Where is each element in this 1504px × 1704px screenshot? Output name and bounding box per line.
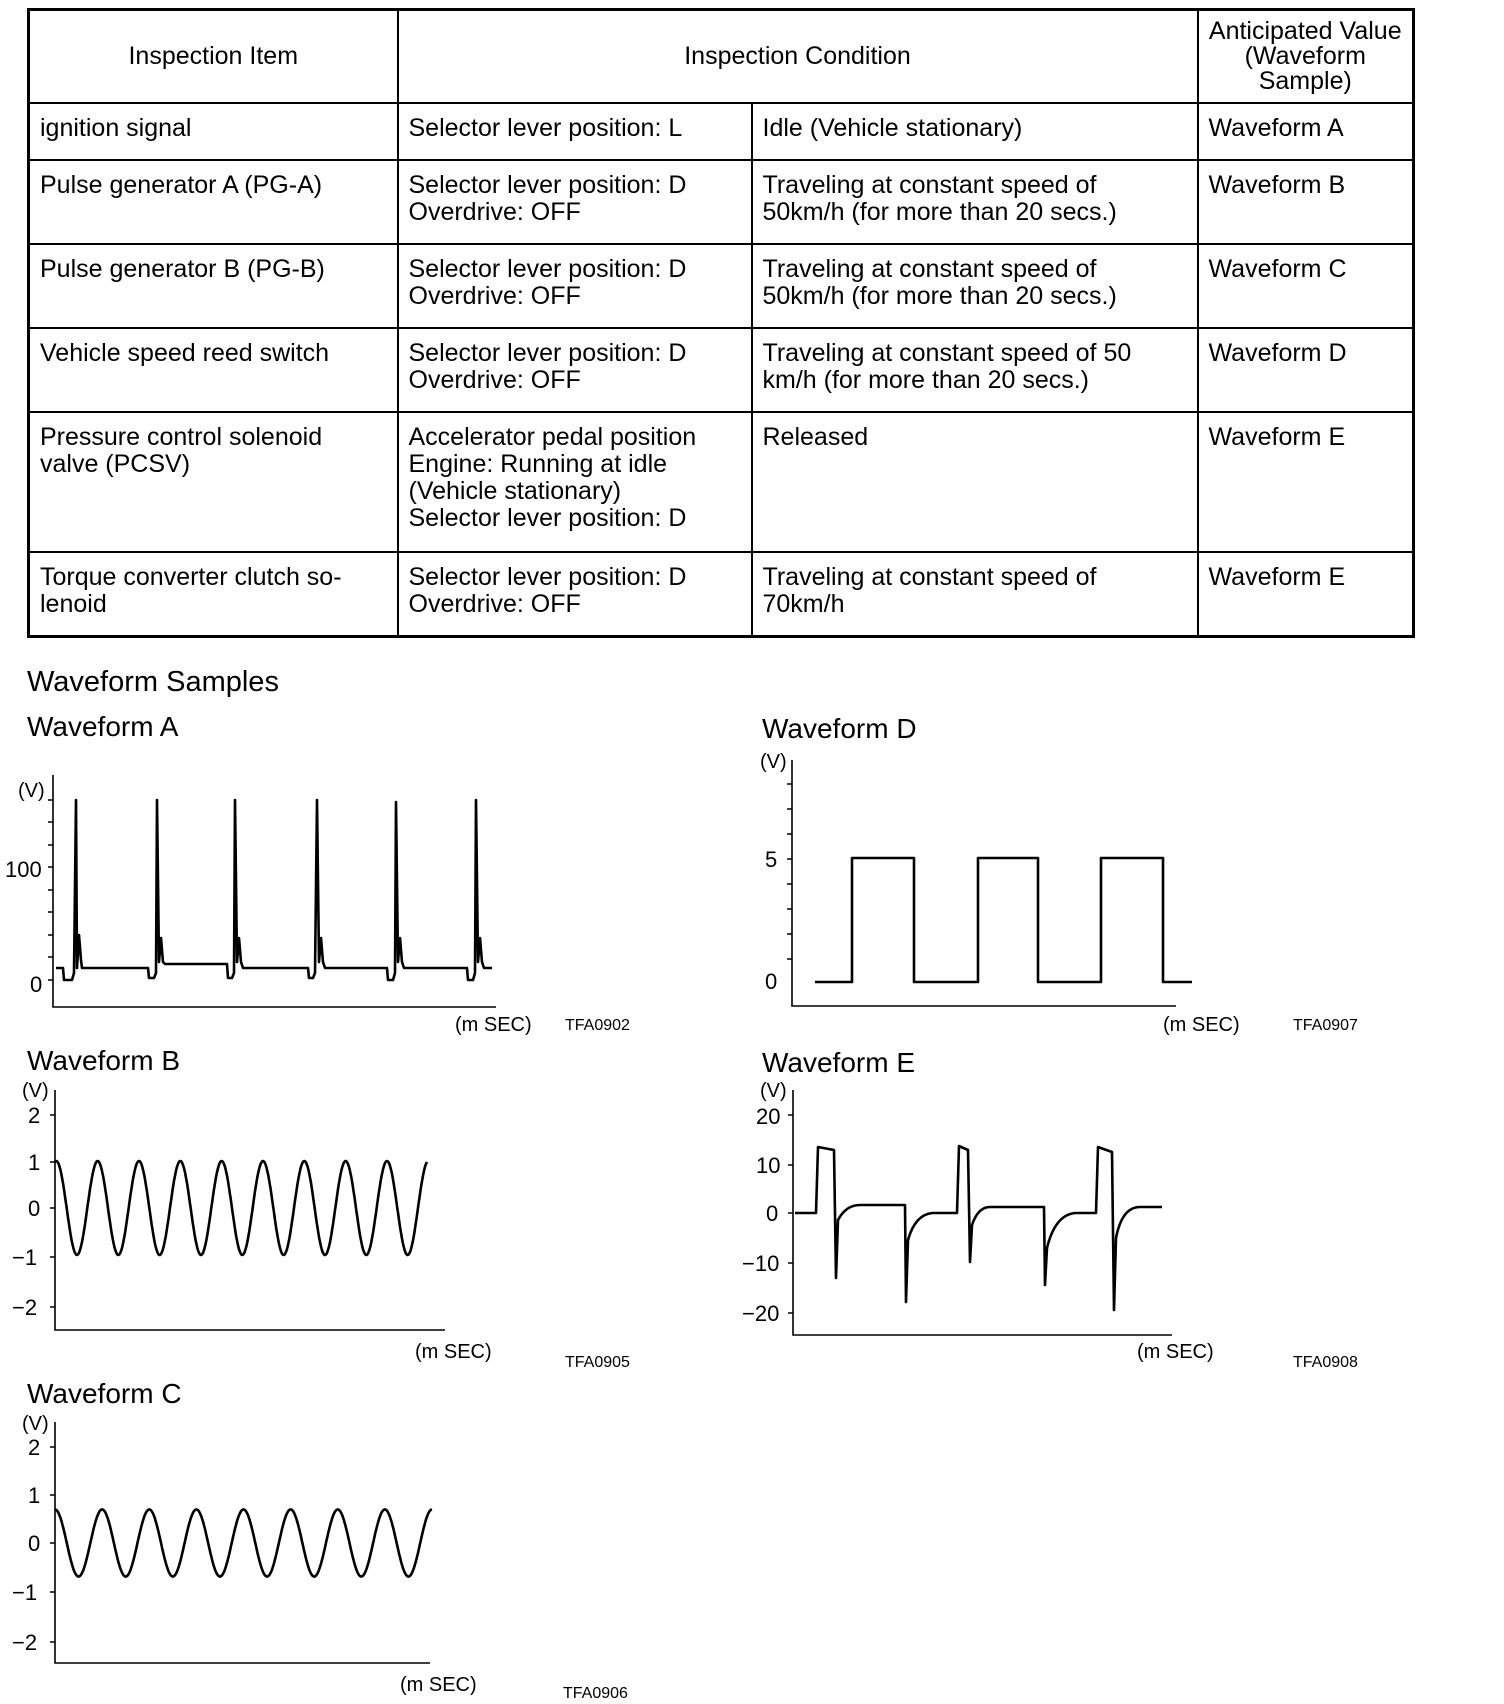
- waveform-e-title: Waveform E: [762, 1047, 915, 1078]
- waveform-c-line: [55, 1509, 432, 1576]
- waveform-d-axes: [792, 760, 1176, 1006]
- cell-condition-2: Traveling at constant speed of 50 km/h (for more than 20 secs.): [752, 328, 1198, 412]
- cell-condition-1: Selector lever position: L: [398, 103, 752, 160]
- waveform-a-y-unit: (V): [18, 780, 45, 802]
- cell-item: Pulse generator B (PG-B): [29, 244, 398, 328]
- waveform-c-tick-neg2: −2: [12, 1630, 38, 1655]
- cell-item: ignition signal: [29, 103, 398, 160]
- waveform-e-tick-0: 0: [766, 1201, 779, 1226]
- cell-condition-1: Selector lever position: D Overdrive: OFF: [398, 244, 752, 328]
- waveform-c-code: TFA0906: [563, 1685, 628, 1702]
- waveform-e-tick-neg20: −20: [742, 1301, 780, 1326]
- cell-condition-2: Traveling at constant speed of 50km/h (for more than 20 secs.): [752, 244, 1198, 328]
- waveform-b-title: Waveform B: [27, 1045, 180, 1076]
- waveform-c-title: Waveform C: [27, 1378, 182, 1409]
- waveform-a-tick-0: 0: [30, 972, 43, 997]
- waveform-e-tick-10: 10: [756, 1153, 781, 1178]
- waveform-a-chart: [5, 775, 630, 1036]
- cell-condition-1: Accelerator pedal position Engine: Running at idle (Vehicle stationary) Selector lever position: D: [398, 412, 752, 552]
- waveform-d-x-unit: (m SEC): [1163, 1014, 1240, 1036]
- waveform-c-x-unit: (m SEC): [400, 1674, 477, 1696]
- waveform-d-tick-5: 5: [765, 847, 778, 872]
- waveform-e-line: [795, 1146, 1162, 1310]
- waveform-b-tick-2: 2: [28, 1103, 41, 1128]
- waveform-d-chart: [760, 751, 1358, 1036]
- waveform-b-x-unit: (m SEC): [415, 1341, 492, 1363]
- cell-item: Pressure control solenoid valve (PCSV): [29, 412, 398, 552]
- cell-condition-2: Traveling at constant speed of 70km/h: [752, 552, 1198, 636]
- waveform-e-y-unit: (V): [760, 1080, 787, 1102]
- waveform-a-tick-100: 100: [5, 857, 42, 882]
- waveform-c-tick-1: 1: [28, 1483, 41, 1508]
- cell-condition-1: Selector lever position: D Overdrive: OFF: [398, 160, 752, 244]
- waveform-b-code: TFA0905: [565, 1354, 630, 1371]
- waveform-e-tick-neg10: −10: [742, 1251, 780, 1276]
- waveform-samples-title: Waveform Samples: [27, 666, 279, 698]
- waveform-c-chart: [12, 1413, 628, 1702]
- cell-value: Waveform E: [1198, 552, 1414, 636]
- cell-condition-2: Released: [752, 412, 1198, 552]
- waveform-b-tick-1: 1: [28, 1150, 41, 1175]
- waveform-b-y-unit: (V): [22, 1080, 49, 1102]
- header-inspection-condition: Inspection Condition: [398, 10, 1198, 104]
- waveform-c-tick-2: 2: [28, 1435, 41, 1460]
- header-inspection-item: Inspection Item: [29, 10, 398, 104]
- cell-value: Waveform D: [1198, 328, 1414, 412]
- cell-value: Waveform B: [1198, 160, 1414, 244]
- waveform-b-tick-neg1: −1: [12, 1245, 38, 1270]
- cell-value: Waveform C: [1198, 244, 1414, 328]
- waveform-a-axes: [53, 775, 496, 1007]
- waveform-d-title: Waveform D: [762, 713, 917, 744]
- waveform-c-tick-0: 0: [28, 1531, 41, 1556]
- waveform-e-x-unit: (m SEC): [1137, 1341, 1214, 1363]
- cell-value: Waveform A: [1198, 103, 1414, 160]
- waveform-c-y-unit: (V): [22, 1413, 49, 1435]
- cell-item: Torque converter clutch so- lenoid: [29, 552, 398, 636]
- waveform-e-tick-20: 20: [756, 1104, 781, 1129]
- waveform-a-x-unit: (m SEC): [455, 1014, 532, 1036]
- waveform-d-tick-0: 0: [765, 969, 778, 994]
- waveform-d-y-unit: (V): [760, 751, 787, 773]
- cell-condition-2: Idle (Vehicle stationary): [752, 103, 1198, 160]
- waveform-d-line: [815, 858, 1192, 982]
- waveform-b-chart: [12, 1080, 630, 1371]
- cell-item: Pulse generator A (PG-A): [29, 160, 398, 244]
- waveform-a-line: [56, 800, 492, 980]
- waveform-b-tick-neg2: −2: [12, 1295, 38, 1320]
- waveform-a-title: Waveform A: [27, 711, 179, 742]
- cell-condition-1: Selector lever position: D Overdrive: OFF: [398, 328, 752, 412]
- waveform-b-tick-0: 0: [28, 1196, 41, 1221]
- waveform-c-tick-neg1: −1: [12, 1580, 38, 1605]
- waveform-e-chart: [742, 1080, 1358, 1371]
- waveform-a-code: TFA0902: [565, 1017, 630, 1034]
- waveform-b-axes: [55, 1090, 445, 1330]
- cell-condition-1: Selector lever position: D Overdrive: OFF: [398, 552, 752, 636]
- header-anticipated-value: Anticipated Value (Waveform Sample): [1198, 10, 1414, 104]
- waveform-b-line: [55, 1161, 427, 1255]
- cell-value: Waveform E: [1198, 412, 1414, 552]
- waveform-e-code: TFA0908: [1293, 1354, 1358, 1371]
- cell-item: Vehicle speed reed switch: [29, 328, 398, 412]
- cell-condition-2: Traveling at constant speed of 50km/h (for more than 20 secs.): [752, 160, 1198, 244]
- waveform-d-code: TFA0907: [1293, 1017, 1358, 1034]
